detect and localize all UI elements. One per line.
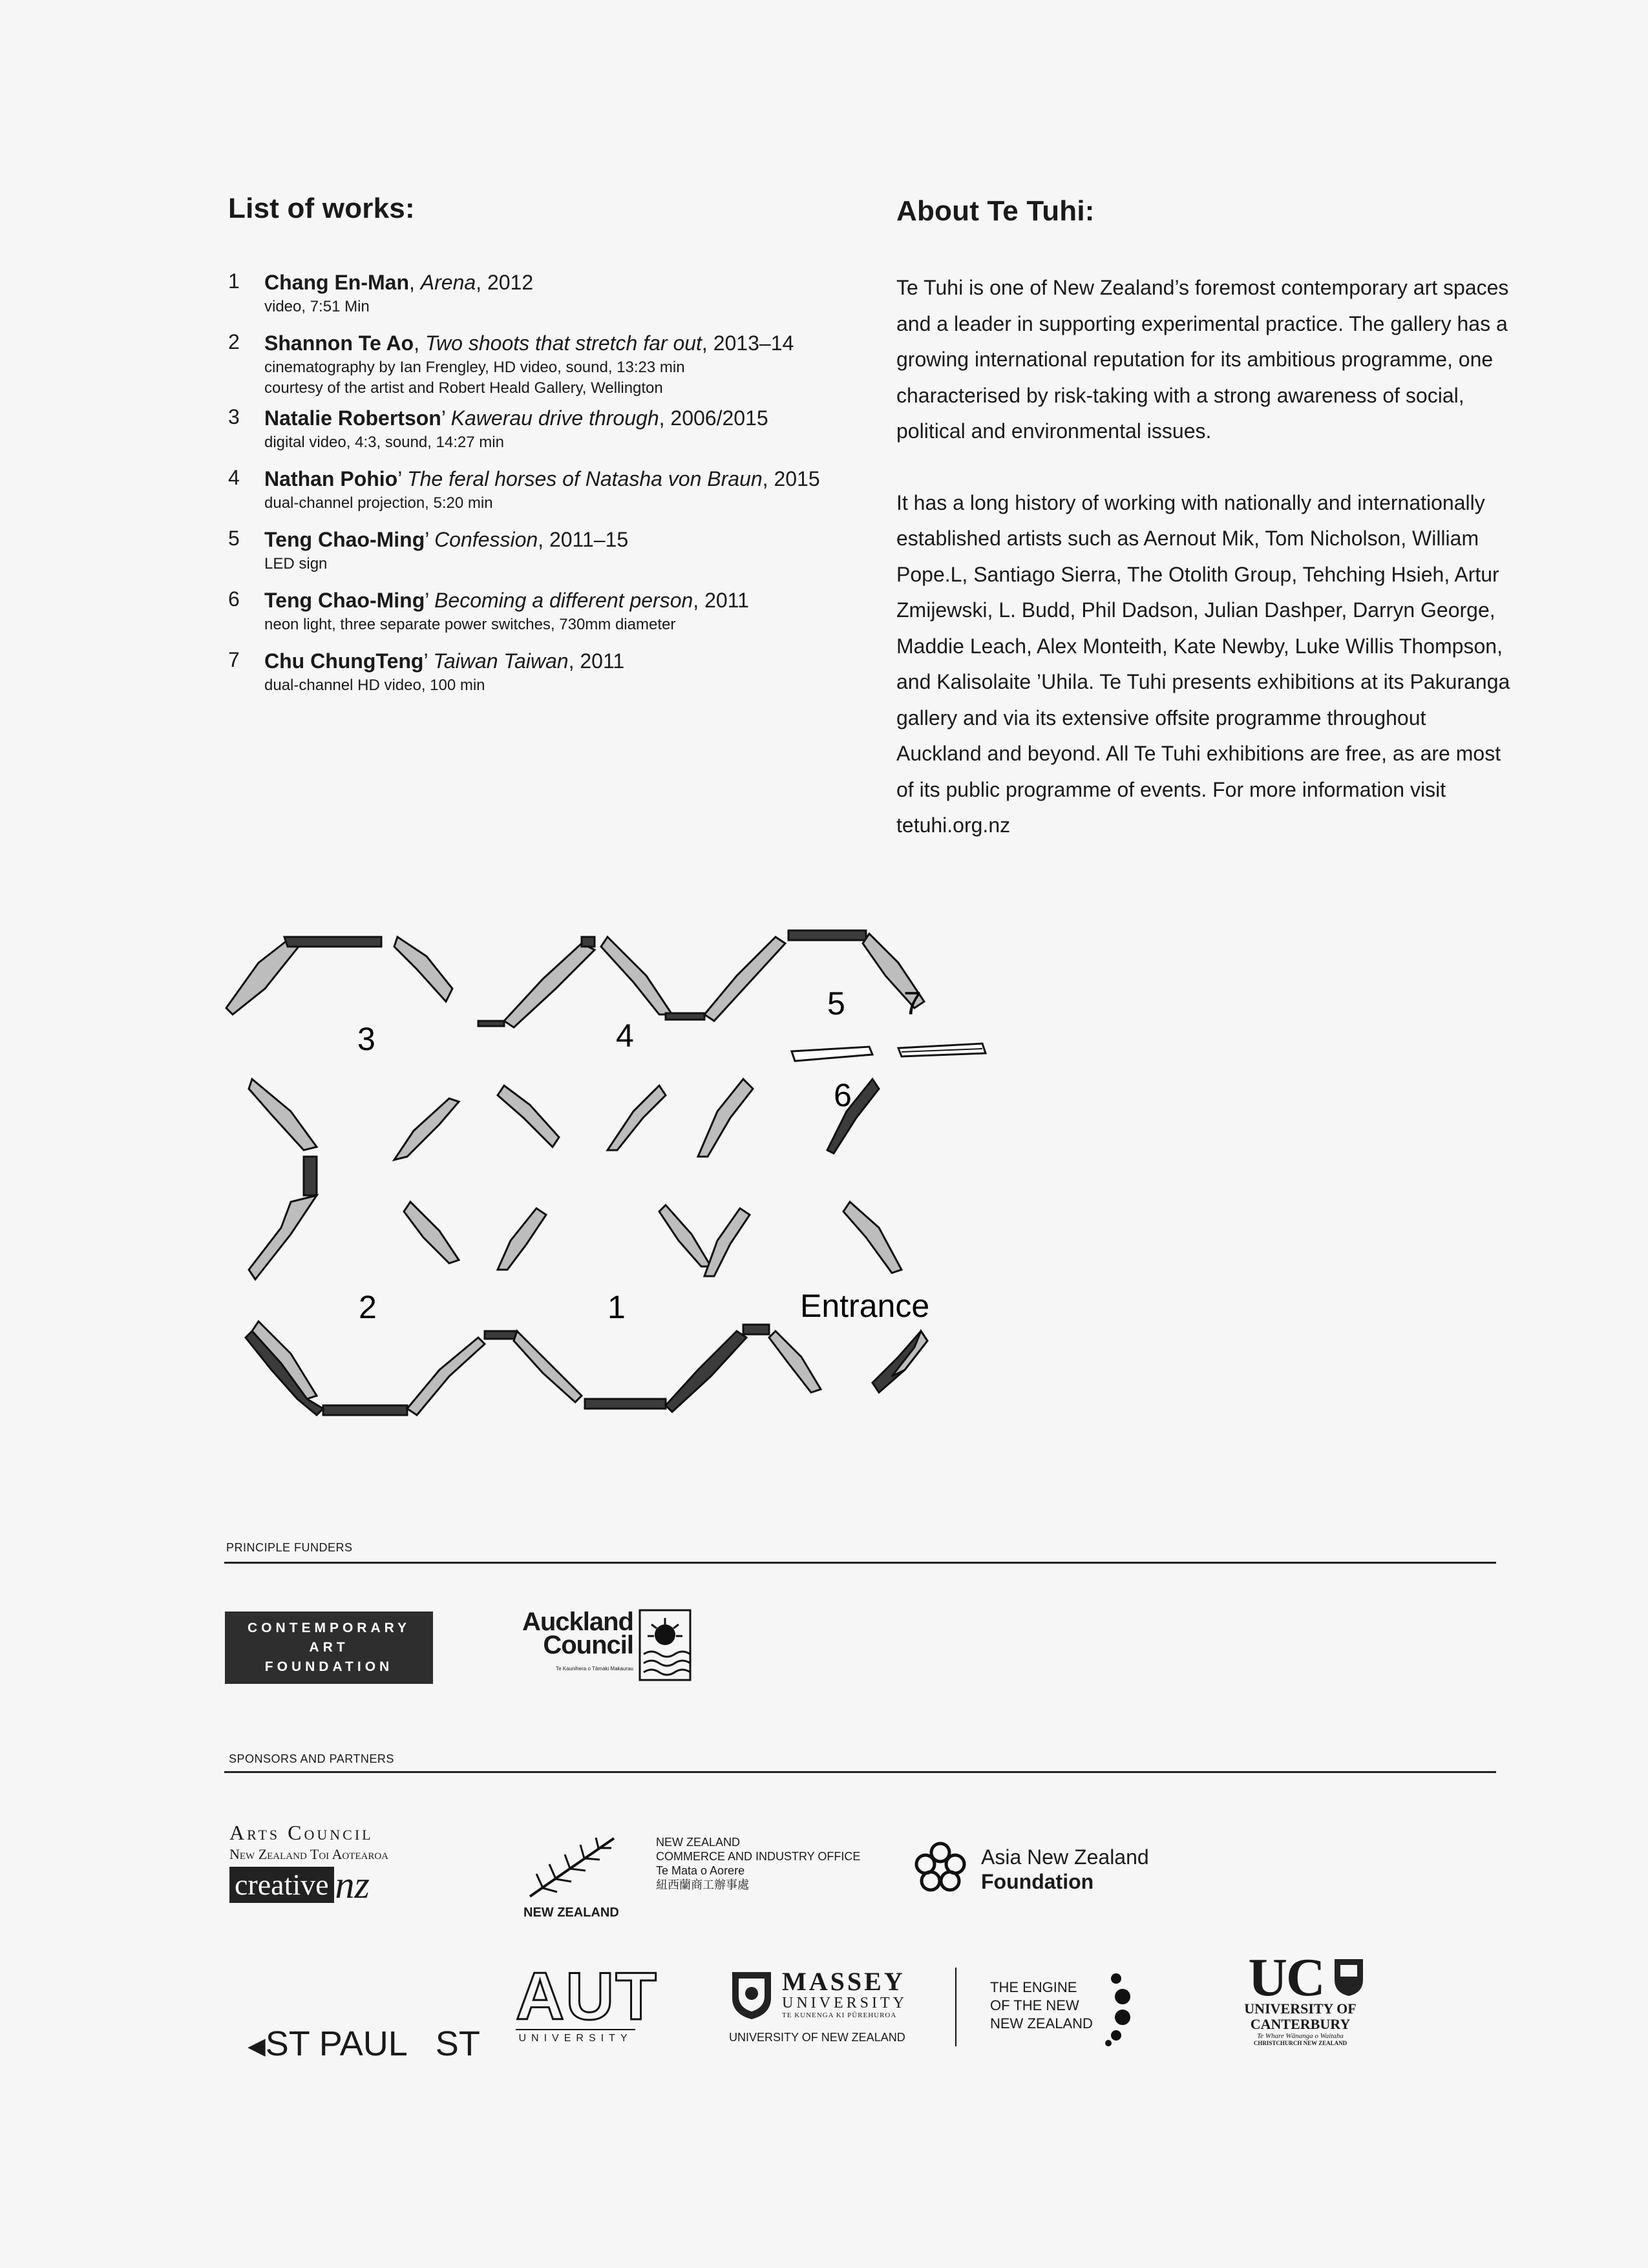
fern-icon [523, 1835, 620, 1900]
asia-new-zealand-foundation-logo: Asia New Zealand Foundation [911, 1838, 1170, 1896]
work-separator: , [414, 331, 419, 355]
top-walls [226, 930, 924, 1027]
work-artist: Nathan Pohio [264, 467, 398, 490]
commerce-industry-office-logo: NEW ZEALAND COMMERCE AND INDUSTRY OFFICE Te Mata o Aorere 紐西蘭商工辦事處 [656, 1836, 861, 1891]
work-item [228, 465, 874, 514]
about-paragraph-1: Te Tuhi is one of New Zealand’s foremost contemporary art spaces and a leader in supporting experimental practice. The gallery has a growing international reputation for its ambitious programme, one characterised by risk-taking with a strong awareness of social, political and environmental issues. [896, 276, 1509, 443]
work-separator: ’ [423, 649, 428, 673]
work-number: 1 [228, 269, 240, 293]
work-detail: courtesy of the artist and Robert Heald Gallery, Wellington [264, 379, 663, 397]
work-artist: Teng Chao-Ming [264, 528, 425, 551]
work-item [228, 329, 874, 399]
plan-label-2: 2 [359, 1289, 377, 1325]
auckland-council-emblem-icon [639, 1609, 692, 1681]
work-year: , 2013–14 [701, 331, 794, 355]
work-title-line [264, 525, 874, 554]
work-artist: Natalie Robertson [264, 406, 441, 430]
work-artist: Chang En-Man [264, 271, 409, 294]
work-number: 4 [228, 466, 240, 489]
work-title-line [264, 465, 874, 493]
auckland-council-logo: Auckland Council Te Kaunihera o Tāmaki Makaurau [511, 1609, 692, 1686]
work-separator: , [408, 271, 415, 294]
st-paul-st-logo: ◀ST PAUL ST [248, 2024, 480, 2063]
asia-nz-knot-icon [911, 1838, 969, 1896]
led-sign-5 [792, 1047, 872, 1061]
work-year: , 2012 [476, 271, 534, 294]
work-number: 7 [228, 648, 240, 671]
plan-label-entrance: Entrance [800, 1288, 930, 1324]
work-separator: ’ [425, 589, 429, 612]
about-paragraph-2: It has a long history of working with nationally and internationally established artists such as Aernout Mik, Tom Nicholson, William Pope.L, Santiago Sierra, The Otolith Group, Tehching Hsieh, Artur Zmijewski, L. Budd, Phil Dadson, Julian Dashper, Darryn George, Maddie Leach, Alex Monteith, Kate Newby, Luke Willis Thompson, and Kalisolaite ’Uhila. Te Tuhi presents exhibitions at its Pakuranga gallery and via its extensive offsite programme throughout Auckland and beyond. All Te Tuhi exhibitions are free, as are most of its public programme of events. For more information visit tetuhi.org.nz [896, 490, 1510, 837]
plan-label-3: 3 [357, 1021, 375, 1057]
work-separator: ’ [425, 528, 429, 551]
work-number: 5 [228, 527, 240, 550]
work-title: Taiwan Taiwan [433, 649, 569, 673]
work-year: , 2015 [762, 467, 820, 490]
work-title-line [264, 647, 874, 675]
engine-dots-icon [1103, 1971, 1142, 2048]
new-zealand-fern-logo: NEW ZEALAND [523, 1835, 627, 1916]
work-title-line [264, 268, 874, 297]
plan-label-4: 4 [616, 1018, 634, 1054]
sponsors-rule [224, 1771, 1496, 1773]
work-artist: Teng Chao-Ming [264, 589, 425, 612]
work-title: Arena [420, 271, 476, 294]
work-year: , 2011 [693, 589, 749, 612]
work-title-line [264, 586, 874, 614]
work-title: Confession [434, 528, 538, 551]
work-year: , 2011–15 [538, 528, 629, 551]
work-detail: digital video, 4:3, sound, 14:27 min [264, 434, 504, 451]
bottom-walls [246, 1321, 927, 1415]
middle-walls [249, 1079, 902, 1279]
floor-plan [220, 918, 1028, 1447]
work-detail: dual-channel HD video, 100 min [264, 677, 485, 694]
funders-rule [224, 1562, 1496, 1564]
work-separator: ’ [441, 406, 445, 430]
plan-label-1: 1 [607, 1289, 626, 1325]
work-artist: Chu ChungTeng [264, 649, 424, 673]
uc-crest-icon [1333, 1957, 1365, 1997]
plan-label-6: 6 [834, 1077, 852, 1113]
massey-crest-icon [729, 1969, 774, 2021]
work-item [228, 586, 874, 635]
work-title: Two shoots that stretch far out [425, 331, 702, 355]
plan-label-5: 5 [827, 985, 845, 1022]
work-year: , 2011 [568, 649, 625, 673]
work-title: The feral horses of Natasha von Braun [407, 467, 763, 490]
work-title: Becoming a different person [434, 589, 693, 612]
funders-caption: PRINCIPLE FUNDERS [226, 1541, 353, 1554]
university-of-canterbury-logo: UC UNIVERSITY OF CANTERBURY Te Whare Wānanga o Waitaha CHRISTCHURCH NEW ZEALAND [1229, 1955, 1371, 2046]
work-title-line [264, 329, 874, 357]
work-detail: video, 7:51 Min [264, 298, 370, 315]
work-number: 2 [228, 330, 240, 353]
works-heading: List of works: [228, 193, 415, 224]
work-number: 6 [228, 587, 240, 611]
work-artist: Shannon Te Ao [264, 331, 414, 355]
sponsors-caption: SPONSORS AND PARTNERS [229, 1752, 394, 1765]
work-title-line [264, 404, 874, 432]
works-list [228, 268, 874, 708]
plan-label-7: 7 [903, 985, 922, 1022]
creative-nz-logo: Arts Council New Zealand Toi Aotearoa creative nz [229, 1821, 389, 1906]
triangle-left-icon: ◀ [248, 2032, 266, 2059]
about-heading: About Te Tuhi: [896, 195, 1095, 227]
about-text [896, 270, 1510, 844]
work-year: , 2006/2015 [659, 406, 768, 430]
aut-university-logo: AUT UNIVERSITY [516, 1959, 658, 2044]
work-number: 3 [228, 405, 240, 428]
work-detail: neon light, three separate power switches, 730mm diameter [264, 616, 676, 633]
work-separator: ’ [397, 467, 402, 490]
work-item [228, 525, 874, 574]
work-item [228, 268, 874, 317]
sponsor-divider [955, 1968, 956, 2046]
work-item [228, 404, 874, 453]
work-item [228, 647, 874, 696]
engine-of-new-nz-logo: THE ENGINE OF THE NEW NEW ZEALAND [990, 1979, 1152, 2033]
work-detail: LED sign [264, 555, 328, 572]
work-detail: cinematography by Ian Frengley, HD video, sound, 13:23 min [264, 359, 685, 376]
work-title: Kawerau drive through [450, 406, 659, 430]
contemporary-art-foundation-logo: CONTEMPORARY ART FOUNDATION [225, 1612, 433, 1684]
work-detail: dual-channel projection, 5:20 min [264, 494, 493, 512]
